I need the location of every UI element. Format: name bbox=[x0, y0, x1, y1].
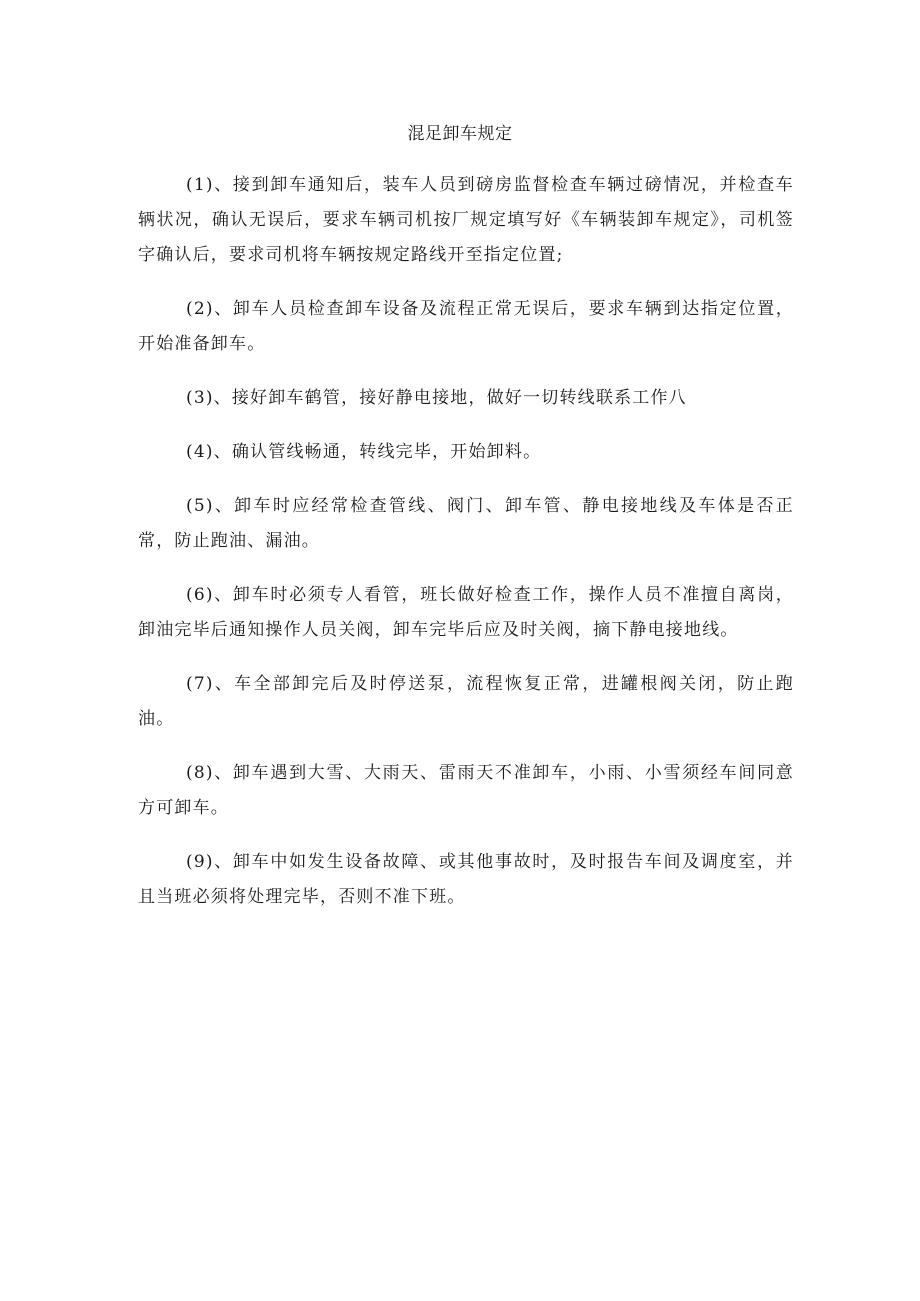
document-title: 混足卸车规定 bbox=[407, 124, 513, 144]
document-body bbox=[138, 168, 794, 934]
paragraph-5: (5)、卸车时应经常检查管线、阀门、卸车管、静电接地线及车体是否正常，防止跑油、漏油。 bbox=[138, 496, 794, 551]
paragraph-4: (4)、确认管线畅通，转线完毕，开始卸料。 bbox=[186, 442, 542, 462]
paragraph-3: (3)、接好卸车鹤管，接好静电接地，做好一切转线联系工作八 bbox=[186, 388, 687, 408]
paragraph-8: (8)、卸车遇到大雪、大雨天、雷雨天不准卸车，小雨、小雪须经车间同意方可卸车。 bbox=[138, 763, 794, 818]
paragraph-2: (2)、卸车人员检查卸车设备及流程正常无误后，要求车辆到达指定位置，开始准备卸车。 bbox=[138, 299, 794, 354]
paragraph-9: (9)、卸车中如发生设备故障、或其他事故时，及时报告车间及调度室，并且当班必须将处理完毕，否则不准下班。 bbox=[138, 852, 794, 907]
paragraph-6: (6)、卸车时必须专人看管，班长做好检查工作，操作人员不准擅自离岗，卸油完毕后通知操作人员关阀，卸车完毕后应及时关阀，摘下静电接地线。 bbox=[138, 585, 794, 640]
paragraph-1: (1)、接到卸车通知后，装车人员到磅房监督检查车辆过磅情况，并检查车辆状况，确认无误后，要求车辆司机按厂规定填写好《车辆装卸车规定》，司机签字确认后，要求司机将车辆按规定路线开至指定位置; bbox=[138, 175, 794, 265]
paragraph-7: (7)、车全部卸完后及时停送泵，流程恢复正常，进罐根阀关闭，防止跑油。 bbox=[138, 674, 794, 729]
